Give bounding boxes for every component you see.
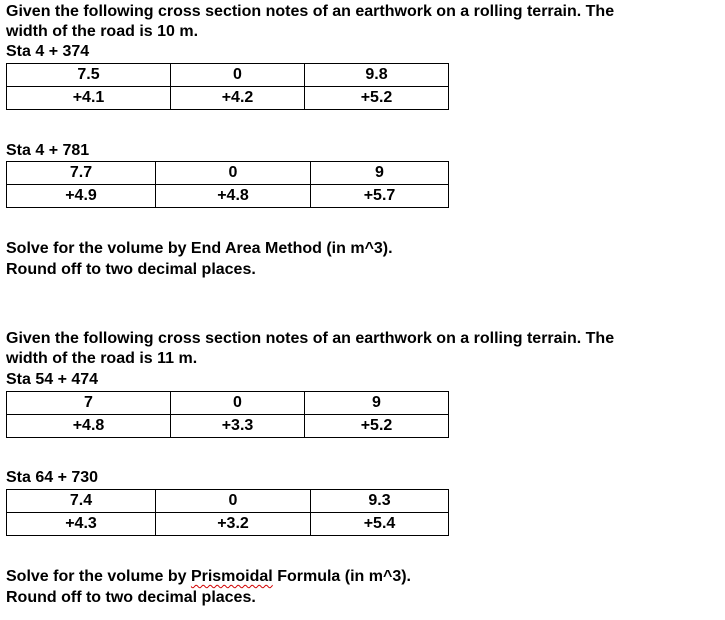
- problem2-station-a-label: Sta 54 + 474: [6, 371, 99, 388]
- table-row: [7, 415, 449, 438]
- left-elevation-cell: +4.9: [7, 185, 156, 208]
- problem2-solve-prefix: Solve for the volume by: [6, 568, 191, 585]
- left-distance-cell: 7.5: [7, 64, 171, 87]
- problem2-solve-line2: Round off to two decimal places.: [6, 589, 256, 606]
- spellcheck-flagged-word[interactable]: Prismoidal: [190, 568, 273, 585]
- center-elevation-cell: +3.3: [171, 415, 305, 438]
- left-distance-cell: 7: [7, 392, 171, 415]
- center-distance-cell: 0: [156, 490, 311, 513]
- left-elevation-cell: +4.3: [7, 513, 156, 536]
- center-distance-cell: 0: [156, 162, 311, 185]
- left-elevation-cell: +4.8: [7, 415, 171, 438]
- center-elevation-cell: +4.2: [171, 87, 305, 110]
- left-elevation-cell: +4.1: [7, 87, 171, 110]
- problem2-station-a-table: [6, 391, 449, 438]
- problem2-intro-line1: Given the following cross section notes of an earthwork on a rolling terrain. The: [6, 330, 615, 347]
- table-row: [7, 392, 449, 415]
- table-row: [7, 64, 449, 87]
- center-elevation-cell: +3.2: [156, 513, 311, 536]
- right-elevation-cell: +5.7: [311, 185, 449, 208]
- problem1-solve-line1: Solve for the volume by End Area Method (in m^3).: [6, 240, 393, 257]
- right-distance-cell: 9.8: [305, 64, 449, 87]
- center-distance-cell: 0: [171, 392, 305, 415]
- problem1-intro-line2: width of the road is 10 m.: [6, 23, 199, 40]
- problem1-intro-line1: Given the following cross section notes of an earthwork on a rolling terrain. The: [6, 3, 615, 20]
- table-row: [7, 490, 449, 513]
- problem2-intro-line2: width of the road is 11 m.: [6, 350, 198, 367]
- center-elevation-cell: +4.8: [156, 185, 311, 208]
- right-elevation-cell: +5.2: [305, 415, 449, 438]
- problem2-station-b-table: [6, 489, 449, 536]
- problem1-station-a-label: Sta 4 + 374: [6, 43, 90, 60]
- problem2-solve-suffix: Formula (in m^3).: [272, 568, 411, 585]
- left-distance-cell: 7.7: [7, 162, 156, 185]
- table-row: [7, 513, 449, 536]
- problem1-station-b-table: [6, 161, 449, 208]
- problem2-solve-line1: [6, 567, 411, 587]
- right-elevation-cell: +5.4: [311, 513, 449, 536]
- table-row: [7, 162, 449, 185]
- table-row: [7, 185, 449, 208]
- center-distance-cell: 0: [171, 64, 305, 87]
- problem1-station-a-table: [6, 63, 449, 110]
- left-distance-cell: 7.4: [7, 490, 156, 513]
- right-elevation-cell: +5.2: [305, 87, 449, 110]
- right-distance-cell: 9: [311, 162, 449, 185]
- right-distance-cell: 9.3: [311, 490, 449, 513]
- table-row: [7, 87, 449, 110]
- problem1-solve-line2: Round off to two decimal places.: [6, 261, 256, 278]
- right-distance-cell: 9: [305, 392, 449, 415]
- problem2-station-b-label: Sta 64 + 730: [6, 469, 99, 486]
- problem1-station-b-label: Sta 4 + 781: [6, 142, 90, 159]
